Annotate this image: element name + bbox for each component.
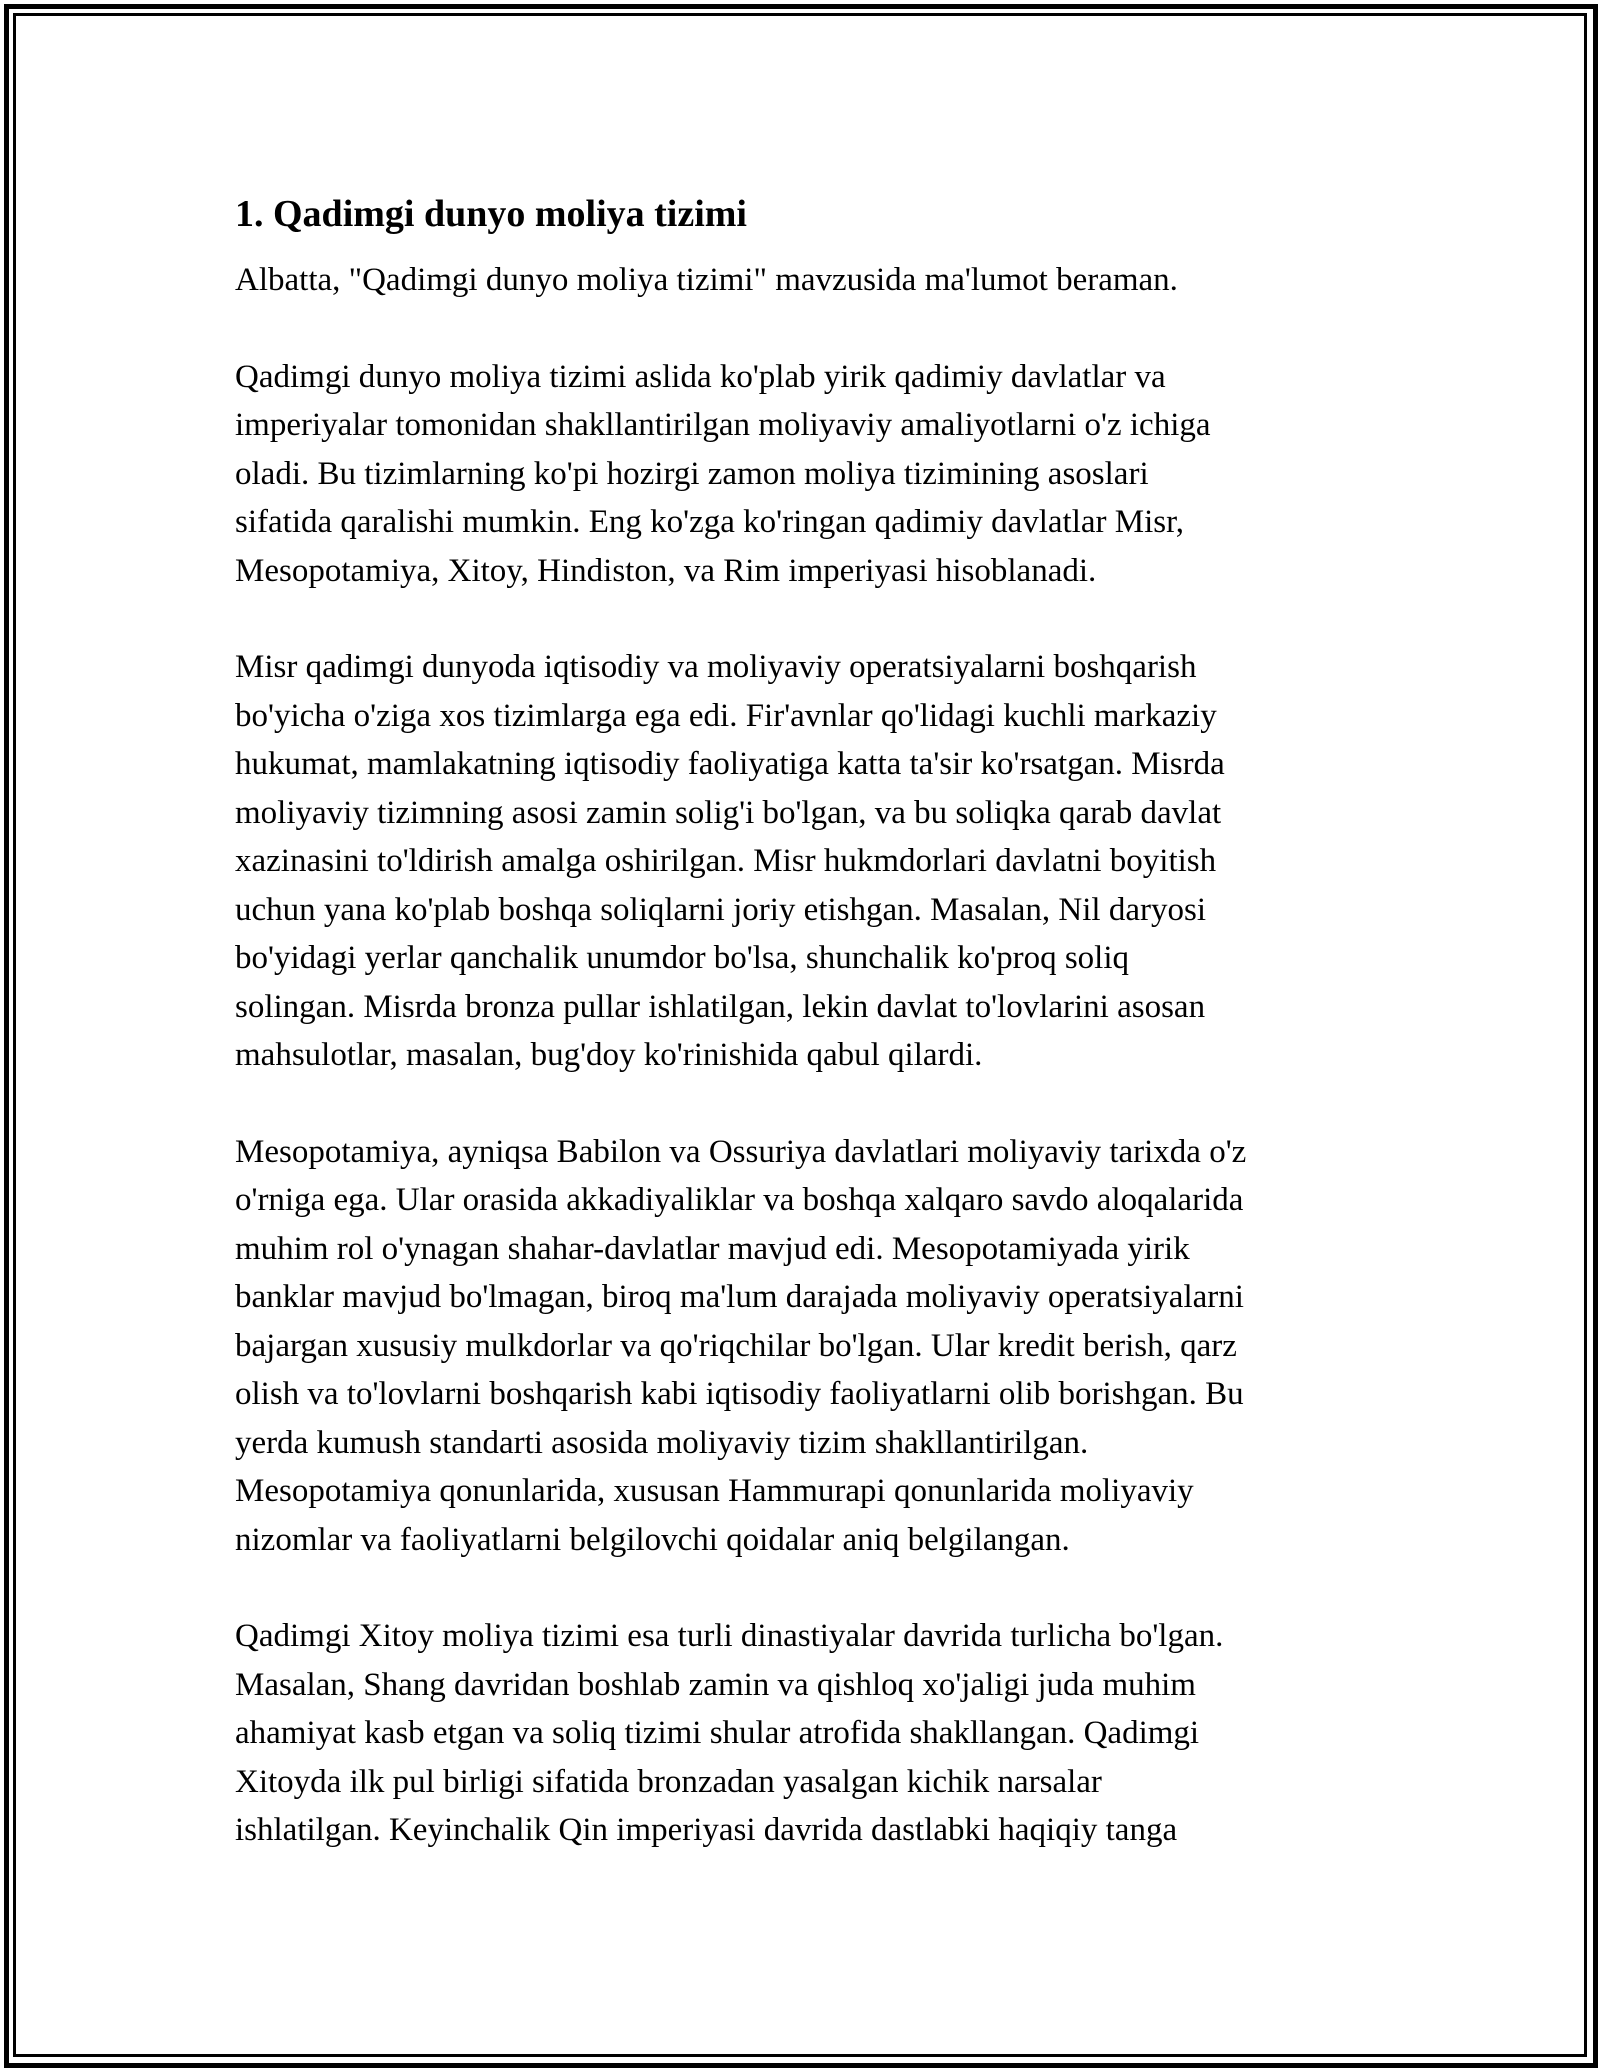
paragraph-line: muhim rol o'ynagan shahar-davlatlar mavjud edi. Mesopotamiyada yirik [235, 1230, 1190, 1267]
paragraph [235, 256, 1385, 305]
paragraph-line: solingan. Misrda bronza pullar ishlatilgan, lekin davlat to'lovlarini asosan [235, 988, 1206, 1025]
paragraph-line: Qadimgi Xitoy moliya tizimi esa turli dinastiyalar davrida turlicha bo'lgan. [235, 1618, 1224, 1654]
paragraph-line: xazinasini to'ldirish amalga oshirilgan. Misr hukmdorlari davlatni boyitish [235, 843, 1217, 879]
paragraph-line: oladi. Bu tizimlarning ko'pi hozirgi zamon moliya tizimining asoslari [235, 455, 1149, 492]
paragraph-line: bajargan xususiy mulkdorlar va qo'riqchilar bo'lgan. Ular kredit berish, qarz [235, 1327, 1237, 1364]
paragraph-line: sifatida qaralishi mumkin. Eng ko'zga ko'ringan qadimiy davlatlar Misr, [235, 504, 1185, 540]
paragraph-line: Masalan, Shang davridan boshlab zamin va qishloq xo'jaligi juda muhim [235, 1666, 1196, 1703]
paragraph [235, 1128, 1385, 1565]
paragraph-line: nizomlar va faoliyatlarni belgilovchi qoidalar aniq belgilangan. [235, 1521, 1070, 1558]
paragraph-line: olish va to'lovlarni boshqarish kabi iqtisodiy faoliyatlarni olib borishgan. Bu [235, 1376, 1244, 1412]
paragraph-line: Mesopotamiya, Xitoy, Hindiston, va Rim imperiyasi hisoblanadi. [235, 552, 1097, 589]
paragraph-line: bo'yicha o'ziga xos tizimlarga ega edi. Fir'avnlar qo'lidagi kuchli markaziy [235, 697, 1217, 734]
paragraph-line: yerda kumush standarti asosida moliyaviy tizim shakllantirilgan. [235, 1424, 1089, 1461]
paragraph-line: Qadimgi dunyo moliya tizimi aslida ko'plab yirik qadimiy davlatlar va [235, 358, 1166, 395]
paragraph-line: banklar mavjud bo'lmagan, biroq ma'lum darajada moliyaviy operatsiyalarni [235, 1279, 1244, 1315]
paragraph-line: mahsulotlar, masalan, bug'doy ko'rinishida qabul qilardi. [235, 1037, 983, 1073]
paragraph [235, 643, 1385, 1080]
paragraph-line: ishlatilgan. Keyinchalik Qin imperiyasi davrida dastlabki haqiqiy tanga [235, 1812, 1178, 1848]
paragraph-line: Albatta, "Qadimgi dunyo moliya tizimi" mavzusida ma'lumot beraman. [235, 262, 1178, 298]
paragraph-line: Mesopotamiya, ayniqsa Babilon va Ossuriya davlatlari moliyaviy tarixda o'z [235, 1133, 1247, 1170]
document-body [235, 186, 1385, 1903]
paragraph-line: uchun yana ko'plab boshqa soliqlarni joriy etishgan. Masalan, Nil daryosi [235, 891, 1207, 928]
paragraph-line: o'rniga ega. Ular orasida akkadiyaliklar va boshqa xalqaro savdo aloqalarida [235, 1182, 1244, 1218]
paragraph-line: ahamiyat kasb etgan va soliq tizimi shular atrofida shakllangan. Qadimgi [235, 1715, 1200, 1751]
paragraph [235, 353, 1385, 596]
paragraph-line: imperiyalar tomonidan shakllantirilgan moliyaviy amaliyotlarni o'z ichiga [235, 407, 1211, 443]
paragraph-list [235, 256, 1385, 1855]
paragraph-line: Mesopotamiya qonunlarida, xususan Hammurapi qonunlarida moliyaviy [235, 1473, 1194, 1509]
paragraph-line: Xitoyda ilk pul birligi sifatida bronzadan yasalgan kichik narsalar [235, 1763, 1102, 1800]
page-title: 1. Qadimgi dunyo moliya tizimi [235, 193, 747, 235]
paragraph-line: bo'yidagi yerlar qanchalik unumdor bo'lsa, shunchalik ko'proq soliq [235, 940, 1129, 976]
paragraph-line: moliyaviy tizimning asosi zamin solig'i bo'lgan, va bu soliqka qarab davlat [235, 794, 1222, 831]
paragraph [235, 1612, 1385, 1855]
paragraph-line: Misr qadimgi dunyoda iqtisodiy va moliyaviy operatsiyalarni boshqarish [235, 649, 1197, 685]
paragraph-line: hukumat, mamlakatning iqtisodiy faoliyatiga katta ta'sir ko'rsatgan. Misrda [235, 746, 1225, 782]
